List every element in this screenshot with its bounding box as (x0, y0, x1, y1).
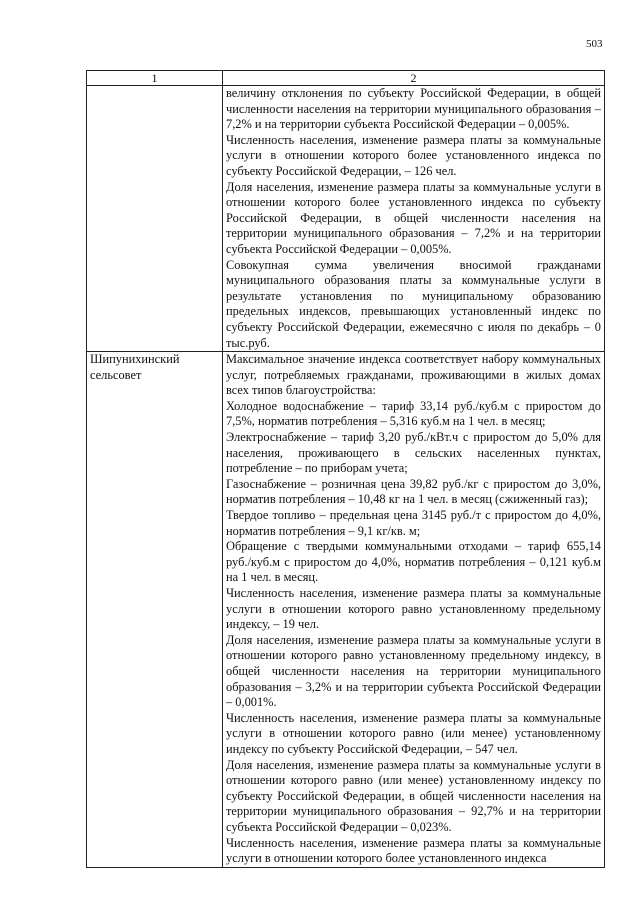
paragraph: Доля населения, изменение размера платы за коммунальные услуги в отношении которого равно (или менее) установленному индексу по субъекту Российской Федерации, в общей численности населения на территории муниципального образования – 92,7% и на территории субъекта Российской Федерации – 0,023%. (226, 757, 601, 834)
paragraph: Максимальное значение индекса соответствует набору коммунальных услуг, потребляемых гражданами, проживающими в жилых домах всех типов благоустройства: (226, 352, 601, 398)
paragraph: Численность населения, изменение размера платы за коммунальные услуги в отношении которого равно (или менее) установленному индексу по субъекту Российской Федерации, – 547 чел. (226, 710, 601, 756)
paragraph: Твердое топливо – предельная цена 3145 руб./т с приростом до 4,0%, норматив потребления – 9,1 кг/кв. м; (226, 508, 601, 538)
page-number: 503 (586, 38, 603, 50)
description-cell (223, 352, 605, 868)
table-header-row (87, 71, 605, 86)
paragraph: Численность населения, изменение размера платы за коммунальные услуги в отношении которого более установленного индекса по субъекту Российской Федерации, – 126 чел. (226, 132, 601, 178)
document-table (86, 70, 605, 868)
paragraph: Обращение с твердыми коммунальными отходами – тариф 655,14 руб./куб.м с приростом до 4,0%, норматив потребления – 0,121 куб.м на 1 чел. в месяц. (226, 539, 601, 585)
municipality-name-cell: Шипунихинский сельсовет (87, 352, 223, 868)
paragraph: величину отклонения по субъекту Российской Федерации, в общей численности населения на территории муниципального образования – 7,2% и на территории субъекта Российской Федерации – 0,005%. (226, 86, 601, 132)
column-header-2: 2 (223, 71, 605, 86)
paragraph: Доля населения, изменение размера платы за коммунальные услуги в отношении которого более установленного индекса по субъекту Российской Федерации, в общей численности населения на территории муниципального образования – 7,2% и на территории субъекта Российской Федерации – 0,005%. (226, 179, 601, 256)
paragraph: Совокупная сумма увеличения вносимой гражданами муниципального образования платы за коммунальные услуги в результате установления по муниципальному образованию предельных индексов, превышающих установленный индекс по субъекту Российской Федерации, ежемесячно с июля по декабрь – 0 тыс.руб. (226, 257, 601, 350)
table-row (87, 352, 605, 868)
paragraph: Численность населения, изменение размера платы за коммунальные услуги в отношении которого равно установленному предельному индексу, – 19 чел. (226, 586, 601, 632)
column-header-1: 1 (87, 71, 223, 86)
paragraph: Газоснабжение – розничная цена 39,82 руб./кг с приростом до 3,0%, норматив потребления – 10,48 кг на 1 чел. в месяц (сжиженный газ); (226, 476, 601, 507)
description-cell (223, 86, 605, 352)
paragraph: Доля населения, изменение размера платы за коммунальные услуги в отношении которого равно установленному предельному индексу, в общей численности населения на территории муниципального образования – 3,2% и на территории субъекта Российской Федерации – 0,001%. (226, 632, 601, 710)
municipality-name-cell (87, 86, 223, 352)
table-row (87, 86, 605, 352)
paragraph: Электроснабжение – тариф 3,20 руб./кВт.ч с приростом до 5,0% для населения, проживающего в сельских населенных пунктах, потребление – по приборам учета; (226, 430, 601, 476)
paragraph: Холодное водоснабжение – тариф 33,14 руб./куб.м с приростом до 7,5%, норматив потребления – 5,316 куб.м на 1 чел. в месяц; (226, 398, 601, 429)
paragraph: Численность населения, изменение размера платы за коммунальные услуги в отношении которого более установленного индекса (226, 835, 601, 866)
